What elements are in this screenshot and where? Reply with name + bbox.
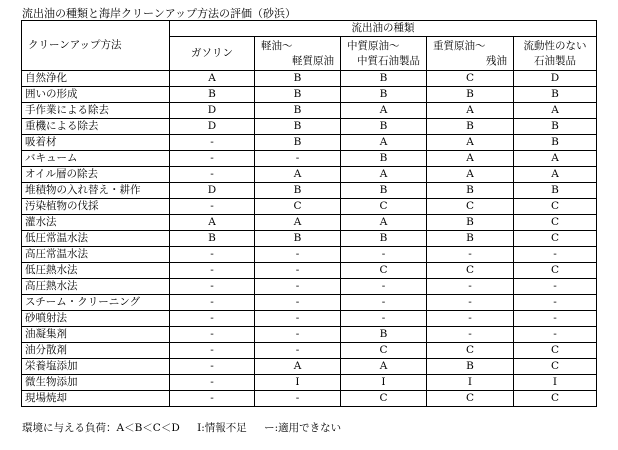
rating-cell: B	[427, 359, 514, 375]
method-cell: 重機による除去	[22, 119, 170, 135]
legend-insufficient: I:情報不足	[197, 422, 247, 434]
method-cell: 堆積物の入れ替え・耕作	[22, 183, 170, 199]
evaluation-table	[21, 20, 597, 407]
rating-cell: -	[255, 151, 341, 167]
rating-cell: C	[427, 263, 514, 279]
method-cell: 油分散剤	[22, 343, 170, 359]
rating-cell: -	[255, 311, 341, 327]
rating-cell: -	[341, 279, 427, 295]
table-row	[22, 279, 597, 295]
rating-cell: D	[170, 183, 255, 199]
rating-cell: A	[341, 167, 427, 183]
rating-cell: C	[514, 215, 597, 231]
table-row	[22, 87, 597, 103]
table-row	[22, 295, 597, 311]
method-cell: 油凝集剤	[22, 327, 170, 343]
rating-cell: C	[514, 391, 597, 407]
rating-cell: -	[170, 263, 255, 279]
rating-cell: A	[341, 103, 427, 119]
rating-cell: B	[255, 103, 341, 119]
rating-cell: C	[341, 391, 427, 407]
rating-cell: C	[514, 343, 597, 359]
rating-cell: -	[170, 311, 255, 327]
rating-cell: -	[427, 279, 514, 295]
rating-cell: A	[341, 359, 427, 375]
oil-header-light	[255, 37, 341, 71]
rating-cell: C	[514, 199, 597, 215]
table-row	[22, 215, 597, 231]
rating-cell: A	[514, 151, 597, 167]
rating-cell: C	[427, 343, 514, 359]
oil-header-line1: 軽油～	[261, 39, 293, 52]
rating-cell: B	[255, 231, 341, 247]
legend-not-applicable: ー:適用できない	[264, 422, 342, 434]
method-cell: 砂噴射法	[22, 311, 170, 327]
rating-cell: B	[514, 183, 597, 199]
rating-cell: A	[427, 103, 514, 119]
rating-cell: B	[514, 135, 597, 151]
rating-cell: C	[514, 359, 597, 375]
method-cell: 現場焼却	[22, 391, 170, 407]
rating-cell: -	[170, 247, 255, 263]
oil-header-line1: 重質原油～	[433, 39, 486, 52]
rating-cell: -	[170, 327, 255, 343]
method-cell: 高圧常温水法	[22, 247, 170, 263]
oil-header-heavy	[427, 37, 514, 71]
rating-cell: B	[170, 87, 255, 103]
rating-cell: -	[255, 247, 341, 263]
rating-cell: B	[341, 71, 427, 87]
rating-cell: A	[514, 167, 597, 183]
rating-cell: C	[427, 391, 514, 407]
rating-cell: -	[170, 295, 255, 311]
table-row	[22, 311, 597, 327]
rating-cell: B	[427, 215, 514, 231]
table-row	[22, 199, 597, 215]
rating-cell: B	[255, 71, 341, 87]
rating-cell: -	[255, 343, 341, 359]
rating-cell: -	[170, 151, 255, 167]
rating-cell: B	[514, 119, 597, 135]
rating-cell: A	[170, 215, 255, 231]
table-row	[22, 231, 597, 247]
rating-cell: -	[514, 327, 597, 343]
rating-cell: -	[341, 295, 427, 311]
rating-cell: A	[427, 167, 514, 183]
rating-cell: B	[427, 231, 514, 247]
oil-header-line2: 残油	[486, 54, 507, 67]
rating-cell: D	[170, 119, 255, 135]
rating-cell: B	[255, 119, 341, 135]
rating-cell: -	[341, 247, 427, 263]
rating-cell: I	[341, 375, 427, 391]
rating-cell: C	[341, 199, 427, 215]
rating-cell: B	[427, 183, 514, 199]
rating-cell: -	[255, 295, 341, 311]
rating-cell: B	[427, 119, 514, 135]
rating-cell: -	[170, 135, 255, 151]
rating-cell: -	[170, 391, 255, 407]
rating-cell: -	[170, 167, 255, 183]
rating-cell: C	[341, 343, 427, 359]
method-cell: 栄養塩添加	[22, 359, 170, 375]
table-row	[22, 103, 597, 119]
table-row	[22, 119, 597, 135]
rating-cell: I	[427, 375, 514, 391]
rating-cell: -	[427, 311, 514, 327]
oil-header-nonflowing	[514, 37, 597, 71]
rating-cell: A	[255, 215, 341, 231]
rating-cell: C	[341, 263, 427, 279]
table-row	[22, 71, 597, 87]
rating-cell: C	[255, 199, 341, 215]
rating-cell: C	[427, 199, 514, 215]
legend	[22, 420, 355, 435]
table-row	[22, 135, 597, 151]
oil-header-line2: 中質石油製品	[357, 54, 420, 67]
table-body	[22, 71, 597, 407]
rating-cell: A	[170, 71, 255, 87]
method-cell: スチーム・クリーニング	[22, 295, 170, 311]
rating-cell: -	[255, 263, 341, 279]
method-cell: 微生物添加	[22, 375, 170, 391]
rating-cell: -	[170, 343, 255, 359]
rating-cell: B	[427, 87, 514, 103]
table-row	[22, 391, 597, 407]
rating-cell: -	[170, 375, 255, 391]
table-row	[22, 263, 597, 279]
rating-cell: -	[514, 295, 597, 311]
header-row-group	[22, 21, 597, 37]
rating-cell: B	[341, 183, 427, 199]
rating-cell: B	[341, 119, 427, 135]
rating-cell: B	[341, 87, 427, 103]
method-cell: 汚染植物の伐採	[22, 199, 170, 215]
rating-cell: A	[427, 151, 514, 167]
rating-cell: -	[514, 311, 597, 327]
oil-header-medium	[341, 37, 427, 71]
method-column-header: クリーンアップ方法	[22, 21, 170, 71]
rating-cell: C	[514, 231, 597, 247]
rating-cell: B	[341, 327, 427, 343]
rating-cell: A	[341, 215, 427, 231]
oil-header-label: ガソリン	[191, 47, 233, 59]
rating-cell: B	[341, 231, 427, 247]
method-cell: 低圧常温水法	[22, 231, 170, 247]
rating-cell: -	[170, 199, 255, 215]
method-cell: 低圧熱水法	[22, 263, 170, 279]
method-cell: バキューム	[22, 151, 170, 167]
method-cell: 高圧熱水法	[22, 279, 170, 295]
rating-cell: C	[427, 71, 514, 87]
oil-header-line2: 軽質原油	[292, 54, 334, 67]
rating-cell: -	[255, 327, 341, 343]
table-row	[22, 247, 597, 263]
oil-type-group-header: 流出油の種類	[170, 21, 597, 37]
rating-cell: -	[514, 247, 597, 263]
rating-cell: B	[255, 87, 341, 103]
rating-cell: I	[514, 375, 597, 391]
rating-cell: A	[341, 135, 427, 151]
table-row	[22, 359, 597, 375]
rating-cell: B	[255, 135, 341, 151]
rating-cell: -	[341, 311, 427, 327]
rating-cell: -	[427, 327, 514, 343]
oil-header-gasoline	[170, 37, 255, 71]
rating-cell: D	[170, 103, 255, 119]
method-cell: 囲いの形成	[22, 87, 170, 103]
oil-header-line1: 中質原油～	[347, 39, 400, 52]
method-cell: 灌水法	[22, 215, 170, 231]
rating-cell: -	[255, 391, 341, 407]
rating-cell: B	[170, 231, 255, 247]
method-cell: 自然浄化	[22, 71, 170, 87]
table-title: 流出油の種類と海岸クリーンアップ方法の評価（砂浜）	[22, 7, 297, 20]
table-row	[22, 375, 597, 391]
rating-cell: C	[514, 263, 597, 279]
rating-cell: A	[255, 359, 341, 375]
rating-cell: -	[170, 359, 255, 375]
rating-cell: D	[514, 71, 597, 87]
method-cell: 手作業による除去	[22, 103, 170, 119]
rating-cell: A	[255, 167, 341, 183]
rating-cell: B	[255, 183, 341, 199]
rating-cell: B	[341, 151, 427, 167]
rating-cell: -	[170, 279, 255, 295]
method-cell: 吸着材	[22, 135, 170, 151]
oil-header-line1: 流動性のない	[523, 39, 587, 52]
table-row	[22, 343, 597, 359]
rating-cell: A	[427, 135, 514, 151]
rating-cell: B	[514, 87, 597, 103]
table-row	[22, 183, 597, 199]
oil-header-line2: 石油製品	[534, 54, 576, 67]
rating-cell: I	[255, 375, 341, 391]
table-row	[22, 327, 597, 343]
table-row	[22, 151, 597, 167]
table-row	[22, 167, 597, 183]
method-cell: オイル層の除去	[22, 167, 170, 183]
rating-cell: -	[255, 279, 341, 295]
rating-cell: -	[427, 295, 514, 311]
rating-cell: -	[514, 279, 597, 295]
legend-scale: 環境に与える負荷：A＜B＜C＜D	[22, 422, 180, 434]
rating-cell: A	[514, 103, 597, 119]
rating-cell: -	[427, 247, 514, 263]
